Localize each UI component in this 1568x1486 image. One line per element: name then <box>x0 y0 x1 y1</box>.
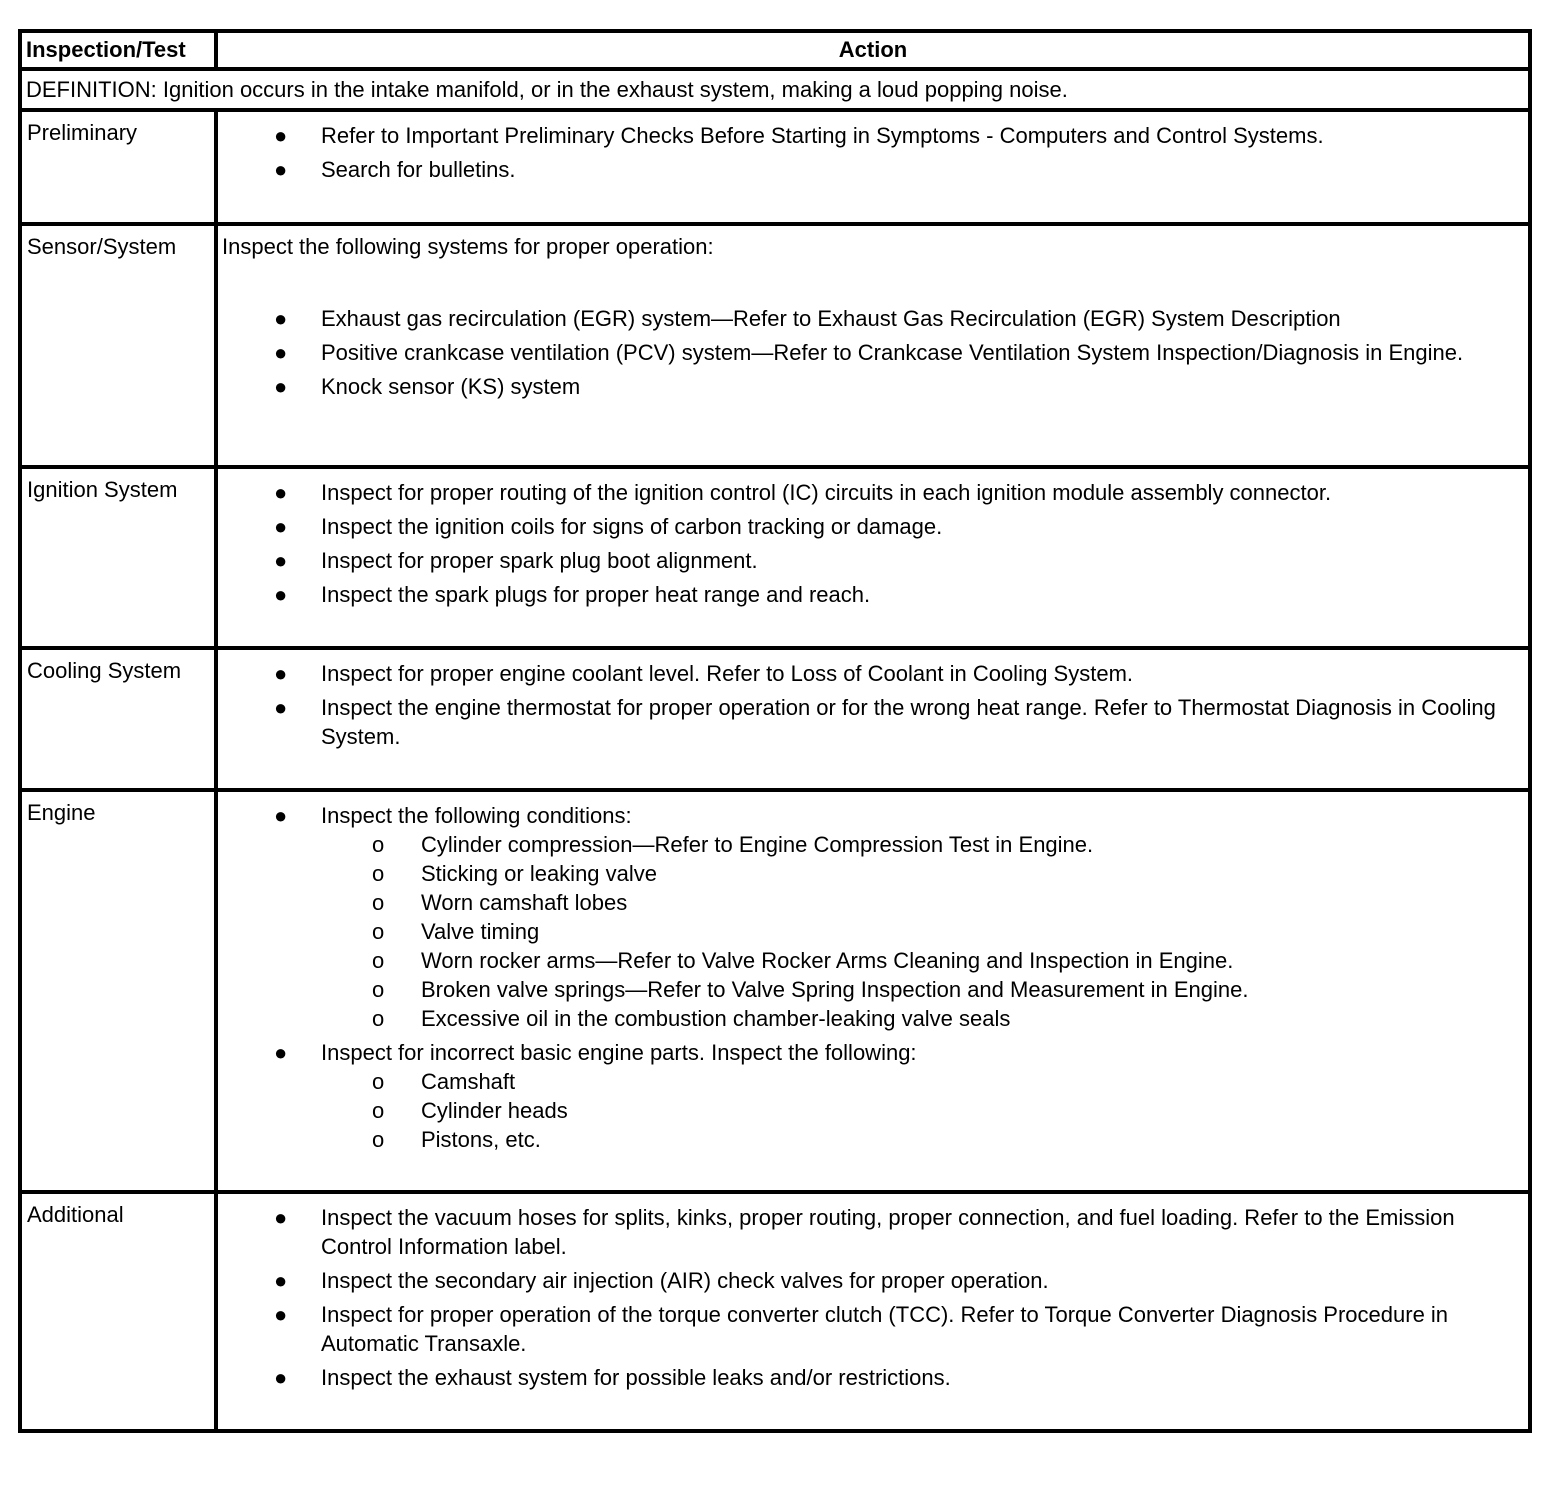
list-item <box>218 1203 1528 1261</box>
action-list <box>218 478 1528 609</box>
list-item-text: Inspect the engine thermostat for proper operation or for the wrong heat range. Refer to Thermostat Diagnosis in Cooling System. <box>321 695 1496 749</box>
sub-list-item <box>218 830 1508 859</box>
list-item-text: Positive crankcase ventilation (PCV) system—Refer to Crankcase Ventilation System Inspection/Diagnosis in Engine. <box>321 340 1464 365</box>
bullet-icon: ● <box>274 803 288 828</box>
list-item <box>218 478 1528 507</box>
circle-bullet-icon: o <box>372 1006 385 1031</box>
sub-list-item-text: Cylinder heads <box>421 1098 568 1123</box>
bullet-icon: ● <box>274 123 288 148</box>
bullet-icon: ● <box>274 582 288 607</box>
list-item <box>218 512 1528 541</box>
sub-list-item <box>218 1004 1508 1033</box>
sub-list-item-text: Worn camshaft lobes <box>421 890 628 915</box>
sub-list-item <box>218 917 1508 946</box>
sub-list-item <box>218 1096 1508 1125</box>
inspection-label: Additional <box>20 1192 216 1431</box>
sub-list-item-text: Camshaft <box>421 1069 516 1094</box>
sub-list-item <box>218 888 1508 917</box>
definition-row <box>20 69 1530 110</box>
bullet-icon: ● <box>274 548 288 573</box>
action-cell <box>216 224 1530 467</box>
action-cell <box>216 110 1530 224</box>
circle-bullet-icon: o <box>372 919 385 944</box>
list-item <box>218 372 1528 401</box>
sub-list <box>321 1067 1508 1154</box>
list-item <box>218 1038 1528 1154</box>
list-item <box>218 304 1528 333</box>
action-cell <box>216 790 1530 1192</box>
sub-list-item <box>218 946 1508 975</box>
list-item-text: Inspect the exhaust system for possible leaks and/or restrictions. <box>321 1365 951 1390</box>
list-item-text: Inspect for proper routing of the ignition control (IC) circuits in each ignition module assembly connector. <box>321 480 1332 505</box>
inspection-label: Cooling System <box>20 648 216 790</box>
list-item-text: Inspect the following conditions: <box>321 803 632 828</box>
list-item <box>218 121 1528 150</box>
list-item <box>218 155 1528 184</box>
inspection-label: Ignition System <box>20 467 216 648</box>
bullet-icon: ● <box>274 157 288 182</box>
list-item-text: Knock sensor (KS) system <box>321 374 581 399</box>
bullet-icon: ● <box>274 480 288 505</box>
bullet-icon: ● <box>274 1205 288 1230</box>
list-item <box>218 1300 1528 1358</box>
header-row <box>20 31 1530 69</box>
bullet-icon: ● <box>274 1365 288 1390</box>
bullet-icon: ● <box>274 514 288 539</box>
sub-list-item <box>218 1125 1508 1154</box>
list-item-text: Inspect for proper operation of the torque converter clutch (TCC). Refer to Torque Converter Diagnosis Procedure in Automatic Transaxle. <box>321 1302 1449 1356</box>
list-item <box>218 693 1528 751</box>
list-item-text: Inspect the ignition coils for signs of carbon tracking or damage. <box>321 514 943 539</box>
circle-bullet-icon: o <box>372 890 385 915</box>
list-item-text: Inspect for incorrect basic engine parts. Inspect the following: <box>321 1040 917 1065</box>
circle-bullet-icon: o <box>372 977 385 1002</box>
sub-list-item <box>218 859 1508 888</box>
action-list <box>218 1203 1528 1392</box>
list-item <box>218 546 1528 575</box>
table-row <box>20 467 1530 648</box>
sub-list-item-text: Cylinder compression—Refer to Engine Compression Test in Engine. <box>421 832 1094 857</box>
sub-list <box>321 830 1508 1033</box>
sub-list-item <box>218 975 1508 1004</box>
inspection-label: Sensor/System <box>20 224 216 467</box>
circle-bullet-icon: o <box>372 948 385 973</box>
list-item-text: Inspect the spark plugs for proper heat range and reach. <box>321 582 871 607</box>
action-cell <box>216 648 1530 790</box>
bullet-icon: ● <box>274 374 288 399</box>
bullet-icon: ● <box>274 695 288 720</box>
sub-list-item-text: Excessive oil in the combustion chamber-leaking valve seals <box>421 1006 1011 1031</box>
bullet-icon: ● <box>274 340 288 365</box>
action-list <box>218 801 1528 1154</box>
sub-list-item-text: Valve timing <box>421 919 540 944</box>
bullet-icon: ● <box>274 1268 288 1293</box>
list-item-text: Inspect the secondary air injection (AIR) check valves for proper operation. <box>321 1268 1049 1293</box>
list-item <box>218 1363 1528 1392</box>
list-item-text: Refer to Important Preliminary Checks Before Starting in Symptoms - Computers and Control Systems. <box>321 123 1324 148</box>
table-row <box>20 110 1530 224</box>
action-intro: Inspect the following systems for proper operation: <box>222 234 714 259</box>
table-row <box>20 648 1530 790</box>
sub-list-item-text: Sticking or leaking valve <box>421 861 658 886</box>
header-action: Action <box>216 31 1530 69</box>
list-item <box>218 659 1528 688</box>
circle-bullet-icon: o <box>372 1127 385 1152</box>
bullet-icon: ● <box>274 306 288 331</box>
list-item <box>218 580 1528 609</box>
list-item <box>218 1266 1528 1295</box>
bullet-icon: ● <box>274 1040 288 1065</box>
sub-list-item-text: Worn rocker arms—Refer to Valve Rocker Arms Cleaning and Inspection in Engine. <box>421 948 1234 973</box>
inspection-label: Preliminary <box>20 110 216 224</box>
definition-text: DEFINITION: Ignition occurs in the intake manifold, or in the exhaust system, making a loud popping noise. <box>20 69 1530 110</box>
circle-bullet-icon: o <box>372 1098 385 1123</box>
action-cell <box>216 467 1530 648</box>
action-list <box>218 121 1528 184</box>
list-item <box>218 801 1528 1033</box>
bullet-icon: ● <box>274 661 288 686</box>
inspection-label: Engine <box>20 790 216 1192</box>
list-item <box>218 338 1528 367</box>
bullet-icon: ● <box>274 1302 288 1327</box>
sub-list-item <box>218 1067 1508 1096</box>
circle-bullet-icon: o <box>372 1069 385 1094</box>
action-cell <box>216 1192 1530 1431</box>
header-inspection-test: Inspection/Test <box>20 31 216 69</box>
list-item-text: Inspect for proper spark plug boot alignment. <box>321 548 758 573</box>
circle-bullet-icon: o <box>372 832 385 857</box>
list-item-text: Exhaust gas recirculation (EGR) system—Refer to Exhaust Gas Recirculation (EGR) System Description <box>321 306 1341 331</box>
action-list <box>218 659 1528 751</box>
list-item-text: Inspect the vacuum hoses for splits, kinks, proper routing, proper connection, and fuel loading. Refer to the Emission Control Information label. <box>321 1205 1455 1259</box>
circle-bullet-icon: o <box>372 861 385 886</box>
table-row <box>20 224 1530 467</box>
list-item-text: Inspect for proper engine coolant level. Refer to Loss of Coolant in Cooling System. <box>321 661 1134 686</box>
table-row <box>20 1192 1530 1431</box>
action-list <box>218 304 1528 401</box>
sub-list-item-text: Pistons, etc. <box>421 1127 541 1152</box>
diagnostic-table <box>18 29 1532 1433</box>
list-item-text: Search for bulletins. <box>321 157 516 182</box>
sub-list-item-text: Broken valve springs—Refer to Valve Spring Inspection and Measurement in Engine. <box>421 977 1249 1002</box>
table-row <box>20 790 1530 1192</box>
